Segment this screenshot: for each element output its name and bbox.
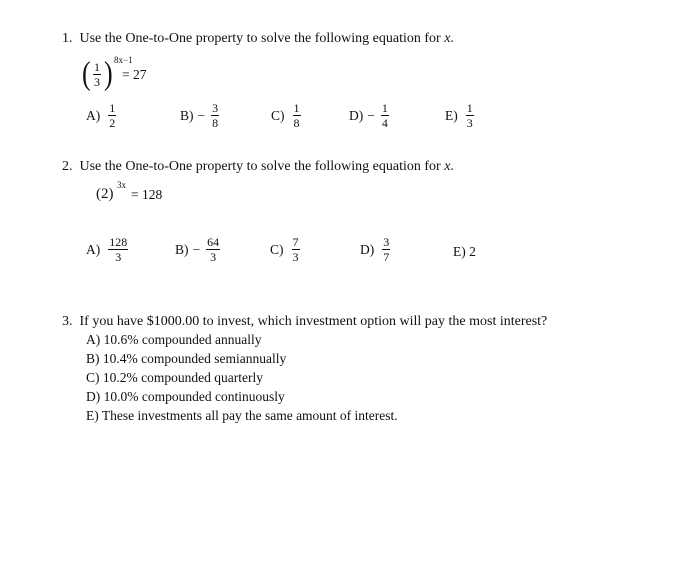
question-text: Use the One-to-One property to solve the following equation for (79, 159, 441, 174)
base-fraction (93, 61, 101, 88)
question-number: 1. (62, 31, 73, 46)
choice-label: C) (270, 241, 284, 257)
choice-fraction (206, 236, 220, 263)
denominator: 8 (212, 116, 219, 130)
question-text: Use the One-to-One property to solve the following equation for (79, 31, 441, 46)
numerator: 64 (207, 235, 220, 249)
question-3-prompt (62, 314, 547, 330)
q2-choice-b[interactable] (175, 236, 220, 263)
choice-fraction (211, 102, 219, 129)
numerator: 7 (292, 235, 299, 249)
choice-label: D) (349, 107, 364, 123)
choice-label: A) (86, 107, 101, 123)
choice-fraction (292, 236, 300, 263)
negative-sign: − (192, 241, 201, 257)
period: . (450, 31, 454, 46)
numerator: 1 (381, 101, 388, 115)
choice-label: A) (86, 241, 101, 257)
numerator: 1 (293, 101, 300, 115)
denominator: 3 (115, 250, 122, 264)
denominator: 2 (109, 116, 116, 130)
numerator: 3 (383, 235, 390, 249)
question-text: If you have $1000.00 to invest, which investment option will pay the most interest? (79, 314, 548, 329)
q1-choice-d[interactable] (349, 102, 389, 129)
choice-fraction (293, 102, 301, 129)
denominator: 7 (383, 250, 390, 264)
q1-choice-e[interactable] (445, 102, 474, 129)
q3-choice-a[interactable]: A) 10.6% compounded annually (86, 332, 262, 347)
negative-sign: − (197, 107, 206, 123)
choice-fraction (381, 102, 389, 129)
question-1-equation (82, 55, 202, 95)
q2-choice-d[interactable] (360, 236, 390, 263)
equation-rhs: = 27 (122, 67, 147, 82)
variable: x (444, 31, 451, 46)
q2-choice-e[interactable]: E) 2 (453, 244, 476, 259)
choice-fraction (466, 102, 474, 129)
choice-label: B) (180, 107, 194, 123)
choice-label: B) (175, 241, 189, 257)
denominator: 8 (293, 116, 300, 130)
question-number: 3. (62, 314, 73, 329)
choice-fraction (108, 236, 128, 263)
q2-choice-c[interactable] (270, 236, 300, 263)
exponent: 8x−1 (114, 55, 133, 65)
numerator: 1 (109, 101, 116, 115)
exponent: 3x (117, 180, 126, 190)
denominator: 3 (292, 250, 299, 264)
right-paren: ) (104, 55, 113, 92)
question-1-prompt (62, 31, 454, 47)
variable: x (444, 159, 451, 174)
choice-label: D) (360, 241, 375, 257)
question-2-prompt (62, 159, 454, 175)
q3-choice-d[interactable]: D) 10.0% compounded continuously (86, 389, 285, 404)
choice-label: C) (271, 107, 285, 123)
period: . (450, 159, 454, 174)
q1-choice-a[interactable] (86, 102, 116, 129)
denominator: 3 (466, 116, 473, 130)
numerator: 1 (466, 101, 473, 115)
q2-choice-a[interactable] (86, 236, 128, 263)
denominator: 3 (210, 250, 217, 264)
denominator: 4 (381, 116, 388, 130)
question-2-equation (96, 180, 216, 210)
q3-choice-e[interactable]: E) These investments all pay the same amount of interest. (86, 408, 398, 423)
left-paren: ( (82, 55, 91, 92)
choice-fraction (108, 102, 116, 129)
denominator: 3 (94, 75, 100, 89)
question-number: 2. (62, 159, 73, 174)
choice-label: E) (445, 107, 458, 123)
q1-choice-b[interactable] (180, 102, 219, 129)
q1-choice-c[interactable] (271, 102, 301, 129)
negative-sign: − (367, 107, 375, 123)
equation-base: (2) (96, 186, 114, 202)
choice-fraction (382, 236, 390, 263)
numerator: 128 (109, 235, 128, 249)
numerator: 3 (212, 101, 219, 115)
q3-choice-b[interactable]: B) 10.4% compounded semiannually (86, 351, 287, 366)
equation-rhs: = 128 (131, 187, 163, 202)
q3-choice-c[interactable]: C) 10.2% compounded quarterly (86, 370, 263, 385)
numerator: 1 (94, 60, 100, 74)
